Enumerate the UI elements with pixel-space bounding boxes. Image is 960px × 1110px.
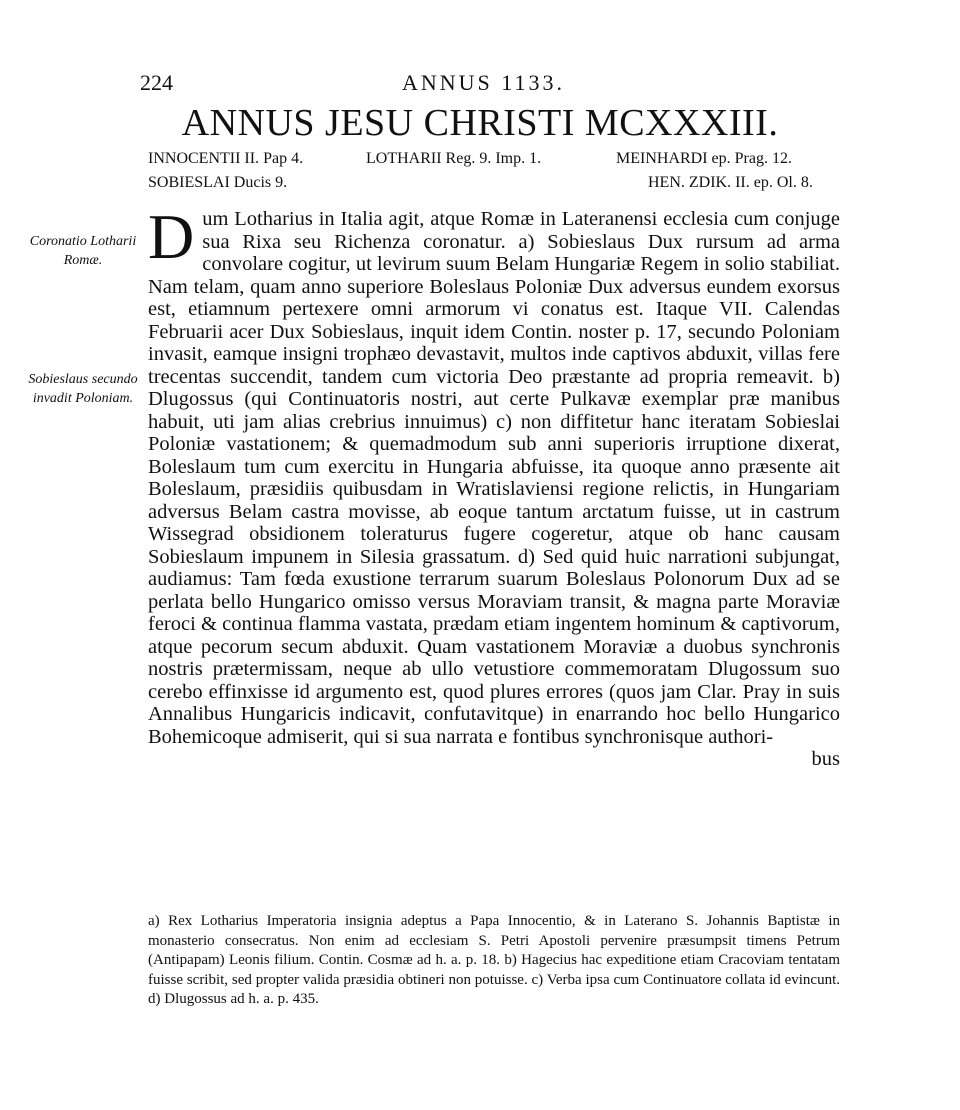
drop-cap: D	[148, 201, 195, 272]
regnal-line-2	[148, 174, 848, 196]
margin-note-coronation: Coronatio Lotharii Romæ.	[29, 234, 137, 268]
margin-note-invasion: Sobieslaus secundo invadit Poloniam.	[28, 372, 138, 406]
page-title: ANNUS JESU CHRISTI MCXXXIII.	[181, 102, 779, 144]
main-paragraph	[148, 201, 840, 748]
regnal-duke: SOBIESLAI Ducis 9.	[148, 174, 288, 191]
regnal-emperor: LOTHARII Reg. 9. Imp. 1.	[366, 150, 542, 167]
page-number: 224	[140, 70, 173, 95]
regnal-bishop-olomouc: HEN. ZDIK. II. ep. Ol. 8.	[648, 174, 813, 191]
catchword: bus	[811, 748, 840, 770]
footnote-text: a) Rex Lotharius Imperatoria insignia adeptus a Papa Innocentio, & in Laterano S. Johannis Baptistæ in monasterio consecratus. Non enim ad ecclesiam S. Petri Apostoli pervenire præsumpsit timens Petrum (Antipapam) Leonis filium. Contin. Cosmæ ad h. a. p. 18. b) Hagecius hac expeditione etiam Cracoviam tentatam fuisse scribit, sed propter valida præsidia obtineri non potuisse. c) Verba ipsa cum Continuatore collata id evincunt. d) Dlugossus ad h. a. p. 435.	[148, 913, 840, 1007]
running-title: ANNUS 1133.	[402, 70, 565, 95]
footnotes	[148, 912, 840, 1010]
regnal-bishop-prague: MEINHARDI ep. Prag. 12.	[616, 150, 792, 167]
body-text	[148, 201, 840, 771]
regnal-line-1	[148, 150, 848, 172]
paragraph-text: um Lotharius in Italia agit, atque Romæ in Lateranensi ecclesia cum conjuge sua Rixa seu Richenza coronatur. a) Sobieslaus Dux rursum ad arma convolare cogitur, ut levirum suum Belam Hungariæ Regem in solio stabiliat. Nam telam, quam anno superiore Boleslaus Poloniæ Dux adversus eundem exorsus est, etiamnum pertexere omni armorum vi conatus est. Itaque VII. Calendas Februarii acer Dux Sobieslaus, inquit idem Contin. noster p. 17, secundo Poloniam invasit, eamque insigni trophæo devastavit, multos inde captivos abduxit, villas fere trecentas succendit, tandem cum victoria Deo præstante ad propria remeavit. b) Dlugossus (qui Continuatoris nostri, aut certe Pulkavæ exemplar præ manibus habuit, uti jam alias crebrius innuimus) c) non diffitetur hanc iteratam Sobieslai Poloniæ vastationem; & quemadmodum sub anni superioris irruptione dixerat, Boleslaum tum cum exercitu in Hungaria abfuisse, ita quoque anno præsente ait Boleslaum, præsidiis quibusdam in Wratislaviensi regione relictis, in Hungariam adversus Belam castra movisse, ab eoque tantum arctatum fuisse, ut in castrum Wissegrad obsidionem toleraturus fugere cogeretur, atque ob hanc causam Sobieslaum impunem in Silesia grassatum. d) Sed quid huic narrationi subjungat, audiamus: Tam fœda exustione terrarum suarum Boleslaus Polonorum Dux ad se perlata bello Hungarico omisso versus Moraviam transit, & magna parte Moraviæ feroci & continua flamma vastata, prædam etiam ingentem hominum & captivorum, atque pecorum secum abduxit. Quam vastationem Moraviæ a duobus synchronis nostris prætermissam, neque ab ullo vetustiore commemoratam Dlugossum suo cerebo effinxisse id argumento est, quod plures errores (quos jam Clar. Pray in suis Annalibus Hungaricis indicavit, confutavitque) in enarrando hoc bello Hungarico Bohemicoque admiserit, qui si sua narrata e fontibus synchronisque authori-	[148, 208, 840, 748]
regnal-pope: INNOCENTII II. Pap 4.	[148, 150, 304, 167]
running-head	[140, 64, 840, 94]
